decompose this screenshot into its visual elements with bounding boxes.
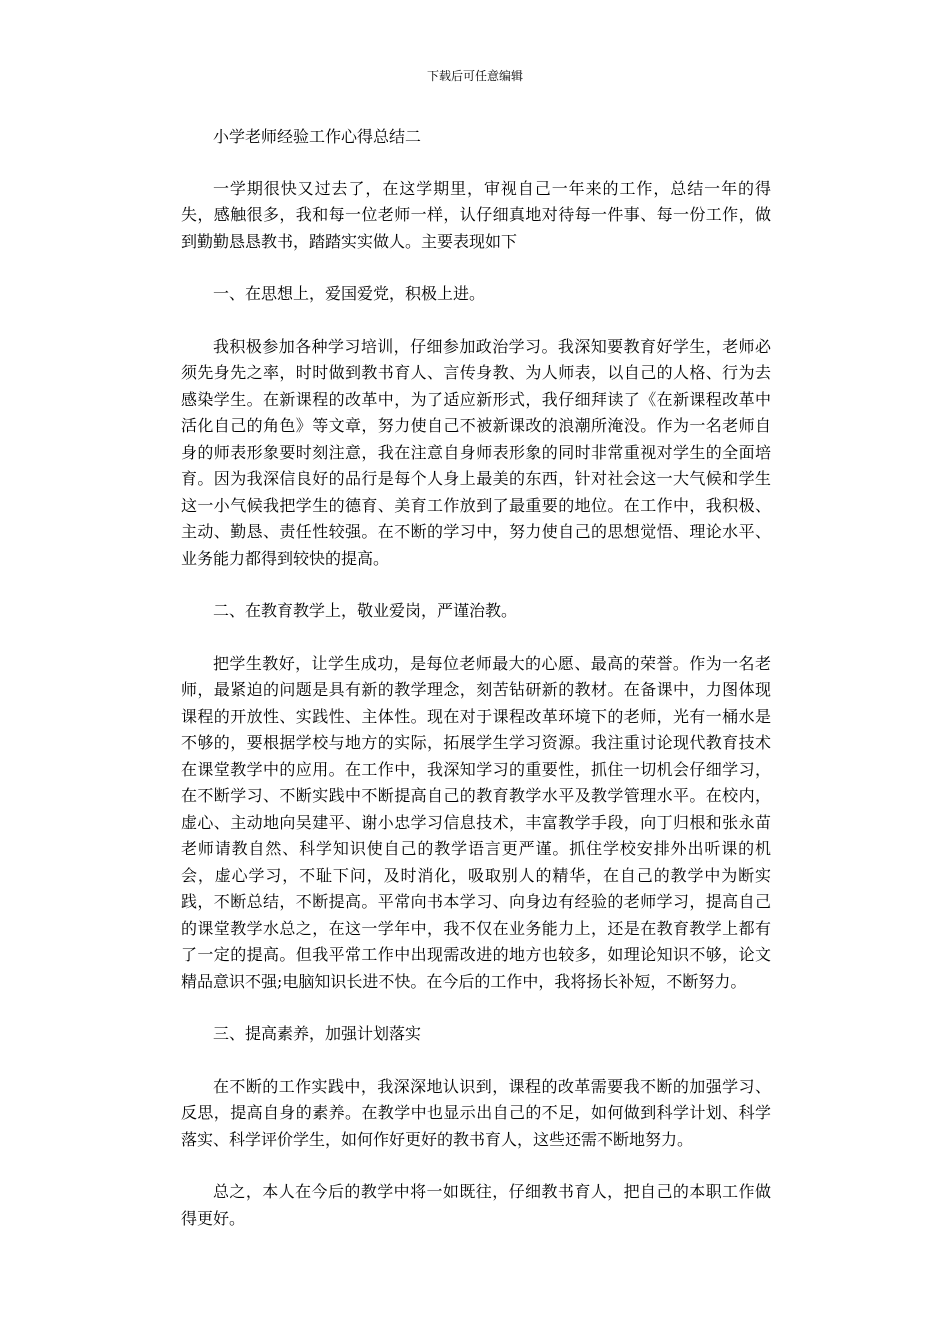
section-1-heading: 一、在思想上，爱国爱党，积极上进。 bbox=[213, 284, 486, 303]
section-3-paragraph: 在不断的工作实践中，我深深地认识到，课程的改革需要我不断的加强学习、反思，提高自身的素养。在教学中也显示出自己的不足，如何做到科学计划、科学落实、科学评价学生，如何作好更好的教书育人，这些还需不断地努力。 bbox=[181, 1076, 771, 1149]
conclusion-paragraph: 总之，本人在今后的教学中将一如既往，仔细教书育人，把自己的本职工作做得更好。 bbox=[181, 1182, 771, 1228]
header-note: 下载后可任意编辑 bbox=[426, 69, 523, 83]
section-3-heading: 三、提高素养，加强计划落实 bbox=[213, 1024, 422, 1043]
intro-paragraph: 一学期很快又过去了，在这学期里，审视自己一年来的工作，总结一年的得失，感触很多，我和每一位老师一样，认仔细真地对待每一件事、每一份工作，做到勤勤恳恳教书，踏踏实实做人。主要表现如下 bbox=[181, 178, 771, 251]
document-body bbox=[181, 124, 771, 1258]
section-1-paragraph: 我积极参加各种学习培训，仔细参加政治学习。我深知要教育好学生，老师必须先身先之率，时时做到教书育人、言传身教、为人师表，以自己的人格、行为去感染学生。在新课程的改革中，为了适应新形式，我仔细拜读了《在新课程改革中活化自己的角色》等文章，努力使自己不被新课改的浪潮所淹没。作为一名老师自身的师表形象要时刻注意，我在注意自身师表形象的同时非常重视对学生的全面培育。因为我深信良好的品行是每个人身上最美的东西，针对社会这一大气候和学生这一小气候我把学生的德育、美育工作放到了最重要的地位。在工作中，我积极、主动、勤恳、责任性较强。在不断的学习中，努力使自己的思想觉悟、理论水平、业务能力都得到较快的提高。 bbox=[181, 336, 771, 568]
section-2-paragraph: 把学生教好，让学生成功，是每位老师最大的心愿、最高的荣誉。作为一名老师，最紧迫的问题是具有新的教学理念，刻苦钻研新的教材。在备课中，力图体现课程的开放性、实践性、主体性。现在对于课程改革环境下的老师，光有一桶水是不够的，要根据学校与地方的实际，拓展学生学习资源。我注重讨论现代教育技术在课堂教学中的应用。在工作中，我深知学习的重要性，抓住一切机会仔细学习，在不断学习、不断实践中不断提高自己的教育教学水平及教学管理水平。在校内，虚心、主动地向吴建平、谢小忠学习信息技术，丰富教学手段，向丁归根和张永苗老师请教自然、科学知识使自己的教学语言更严谨。抓住学校安排外出听课的机会，虚心学习，不耻下问，及时消化，吸取别人的精华，在自己的教学中为断实践，不断总结，不断提高。平常向书本学习、向身边有经验的老师学习，提高自己的课堂教学水总之，在这一学年中，我不仅在业务能力上，还是在教育教学上都有了一定的提高。但我平常工作中出现需改进的地方也较多，如理论知识不够，论文精品意识不强;电脑知识长进不快。在今后的工作中，我将扬长补短，不断努力。 bbox=[181, 653, 771, 991]
section-2-heading: 二、在教育教学上，敬业爱岗，严谨治教。 bbox=[213, 601, 518, 620]
document-title: 小学老师经验工作心得总结二 bbox=[213, 127, 422, 146]
